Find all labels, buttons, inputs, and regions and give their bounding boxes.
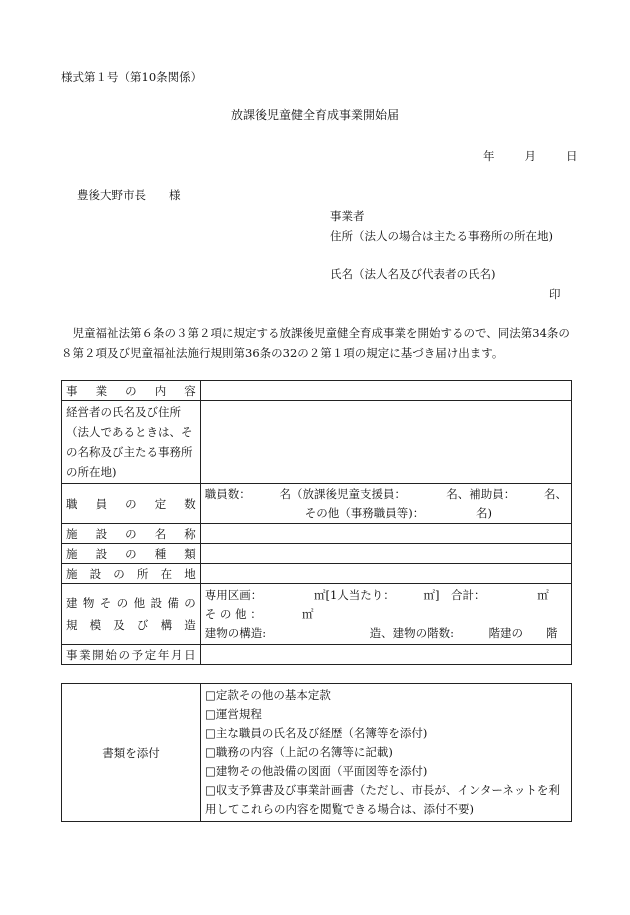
addressee: 豊後大野市長 様 bbox=[77, 188, 181, 202]
label-char: 施 bbox=[66, 546, 78, 561]
start-date-field[interactable] bbox=[200, 645, 571, 665]
operator-name-address-field[interactable] bbox=[200, 401, 571, 484]
seal-mark: 印 bbox=[549, 287, 561, 301]
label-char: 業 bbox=[79, 647, 91, 662]
table-row bbox=[62, 401, 572, 484]
label-char: の bbox=[125, 383, 137, 398]
facility-address-field[interactable] bbox=[200, 564, 571, 584]
table-row bbox=[62, 564, 572, 584]
label-char: の bbox=[125, 546, 137, 561]
date-day: 日 bbox=[566, 149, 578, 163]
table-row bbox=[62, 645, 572, 665]
label-char: の bbox=[125, 496, 137, 511]
document-title: 放課後児童健全育成事業開始届 bbox=[230, 108, 399, 122]
attachment-item-floor-plan[interactable]: □建物その他設備の図面（平面図等を添付) bbox=[205, 764, 428, 778]
label-char: 施 bbox=[66, 566, 78, 581]
label-char: 種 bbox=[154, 546, 167, 561]
facility-type-field[interactable] bbox=[200, 544, 571, 564]
staff-line-2: その他（事務職員等)： 名) bbox=[304, 505, 492, 520]
label-char: 設 bbox=[89, 566, 102, 581]
date-year: 年 bbox=[483, 149, 495, 163]
business-details-table bbox=[61, 380, 572, 665]
address-label: 住所（法人の場合は主たる事務所の所在地) bbox=[330, 229, 553, 243]
label-char: そ bbox=[99, 596, 112, 610]
attachment-item-rules[interactable]: □運営規程 bbox=[205, 707, 262, 721]
label-char: 数 bbox=[184, 496, 196, 511]
attachment-item-duties[interactable]: □職務の内容（上記の名簿等に記載) bbox=[205, 745, 393, 759]
label-char: の bbox=[113, 566, 125, 581]
label-char: 年 bbox=[157, 647, 170, 662]
table-row bbox=[62, 484, 572, 524]
operator-label: 事業者 bbox=[330, 209, 365, 223]
row-label bbox=[62, 381, 201, 401]
date-month: 月 bbox=[524, 149, 536, 163]
name-label: 氏名（法人名及び代表者の氏名) bbox=[330, 267, 496, 281]
label-char: 設 bbox=[95, 546, 108, 561]
label-char: 員 bbox=[95, 496, 108, 511]
label-char: 設 bbox=[95, 526, 108, 541]
staff-count-field[interactable] bbox=[200, 484, 571, 524]
label-char: 事 bbox=[66, 383, 78, 398]
attachment-item-budget-plan[interactable]: □収支予算書及び事業計画書（ただし、市長が、インターネットを利用してこれらの内容を閲覧できる場合は、添付不要) bbox=[205, 783, 560, 816]
label-char: 称 bbox=[184, 526, 196, 541]
row-label-text bbox=[66, 383, 196, 399]
table-row bbox=[62, 684, 572, 822]
building-scale-field[interactable] bbox=[200, 584, 571, 645]
building-line-3: 建物の構造: 造、建物の階数: 階建の 階 bbox=[204, 625, 558, 640]
row-label bbox=[62, 524, 201, 544]
label-char: 開 bbox=[92, 647, 104, 662]
label-char: 事 bbox=[66, 647, 78, 662]
table-row bbox=[62, 584, 572, 645]
building-line-2: そ の 他 ： ㎡ bbox=[204, 606, 314, 621]
form-number: 様式第１号（第10条関係） bbox=[61, 70, 203, 84]
label-char: び bbox=[136, 618, 149, 632]
label-char: 職 bbox=[66, 496, 78, 511]
label-char: 建 bbox=[66, 596, 78, 610]
label-char: 日 bbox=[184, 647, 196, 662]
row-label bbox=[62, 484, 201, 524]
notification-body: 児童福祉法第６条の３第２項に規定する放課後児童健全育成事業を開始するので、同法第34条の８第２項及び児童福祉法施行規則第36条の32の２第１項の規定に基づき届け出ます。 bbox=[61, 326, 570, 360]
label-char: 造 bbox=[184, 618, 196, 632]
attachments-label: 書類を添付 bbox=[62, 684, 201, 822]
date-line bbox=[483, 148, 578, 164]
label-char: の bbox=[116, 596, 129, 610]
label-char: 月 bbox=[171, 647, 183, 662]
row-label bbox=[62, 645, 201, 665]
label-char: 定 bbox=[144, 647, 157, 662]
label-char: 地 bbox=[184, 566, 196, 581]
table-row bbox=[62, 544, 572, 564]
label-char: 始 bbox=[105, 647, 117, 662]
attachments-table bbox=[61, 683, 572, 822]
label-char: 名 bbox=[154, 526, 167, 541]
label-char: 定 bbox=[154, 496, 167, 511]
building-line-1: 専用区画： ㎡[1人当たり： ㎡] 合計： ㎡ bbox=[204, 587, 549, 602]
label-char: 類 bbox=[184, 546, 196, 561]
table-row bbox=[62, 524, 572, 544]
label-char: 所 bbox=[136, 566, 149, 581]
label-char: 模 bbox=[89, 618, 102, 632]
label-char: 予 bbox=[131, 647, 144, 662]
business-content-field[interactable] bbox=[200, 381, 571, 401]
row-label: 経営者の氏名及び住所（法人であるときは、その名称及び主たる事務所の所在地) bbox=[62, 401, 201, 484]
label-char: 容 bbox=[184, 383, 196, 398]
attachment-item-staff-history[interactable]: □主な職員の氏名及び経歴（名簿等を添付) bbox=[205, 726, 428, 740]
label-char: 内 bbox=[154, 383, 167, 398]
label-char: 在 bbox=[160, 566, 173, 581]
row-label bbox=[62, 584, 201, 645]
label-char: の bbox=[118, 647, 130, 662]
label-char: 備 bbox=[167, 596, 179, 610]
label-char: 施 bbox=[66, 526, 78, 541]
label-char: 他 bbox=[133, 596, 146, 610]
label-char: 及 bbox=[113, 618, 125, 632]
row-label bbox=[62, 544, 201, 564]
facility-name-field[interactable] bbox=[200, 524, 571, 544]
staff-line-1: 職員数： 名（放課後児童支援員： 名、補助員： 名、 bbox=[204, 486, 567, 501]
label-char: 構 bbox=[160, 618, 173, 632]
table-row bbox=[62, 381, 572, 401]
label-char: の bbox=[125, 526, 137, 541]
attachments-list bbox=[201, 684, 572, 822]
label-char: 設 bbox=[150, 596, 162, 610]
attachment-item-articles[interactable]: □定款その他の基本定款 bbox=[205, 688, 331, 702]
row-label bbox=[62, 564, 201, 584]
label-char: 物 bbox=[82, 596, 95, 610]
label-char: 規 bbox=[66, 618, 78, 632]
label-char: の bbox=[184, 596, 196, 610]
label-char: 業 bbox=[95, 383, 108, 398]
